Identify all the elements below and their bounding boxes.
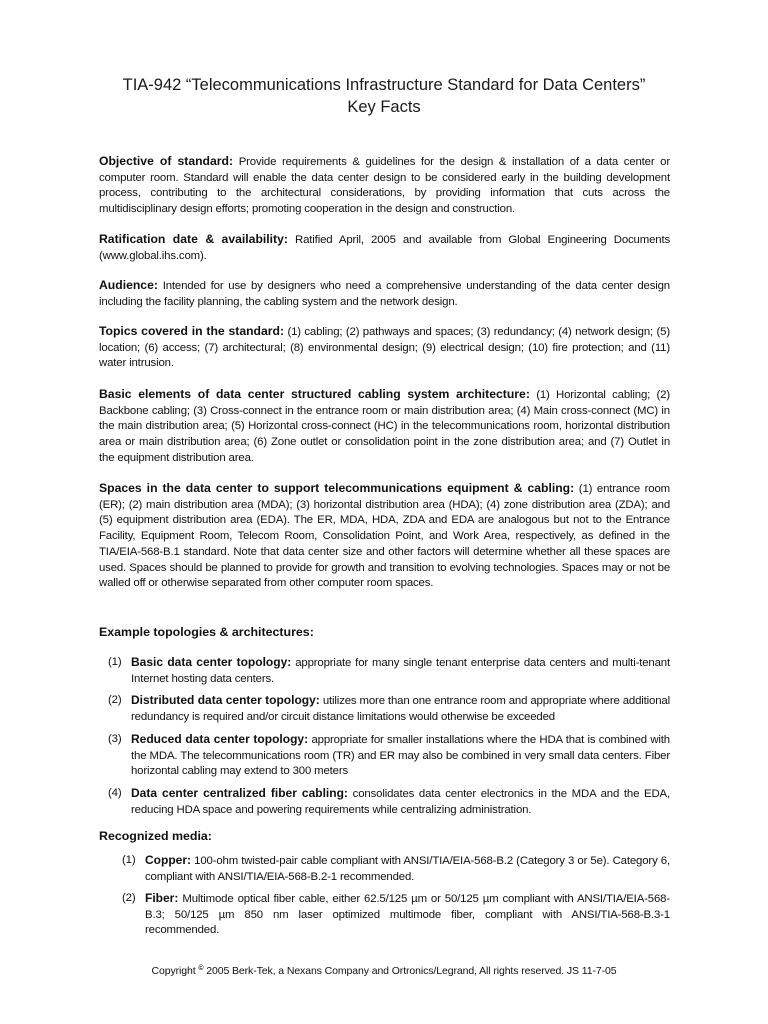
title-line-1: TIA-942 “Telecommunications Infrastructure Standard for Data Centers” (122, 76, 646, 94)
topics-paragraph (99, 324, 670, 372)
objective-label: Objective of standard: (99, 154, 234, 168)
objective-paragraph (99, 154, 670, 218)
media-item (122, 891, 670, 939)
ratification-text: Ratified April, 2005 and available from Global Engineering Documents (www.global.ihs.com). (99, 234, 671, 262)
item-label: Copper: (145, 853, 191, 867)
item-label: Fiber: (145, 891, 179, 905)
item-number: (1) (122, 854, 136, 866)
copyright-icon: © (198, 965, 204, 972)
objective-text: Provide requirements & guidelines for the design & installation of a data center or computer room. Standard will enable the data center design to be considered early in the building development process, contributing to the architectural considerations, by providing information that cuts across the multidisciplinary design efforts; promoting cooperation in the design and construction. (99, 156, 670, 216)
item-label: Reduced data center topology: (131, 732, 309, 746)
footer-prefix: Copyright (151, 965, 199, 977)
topology-item (108, 786, 670, 818)
item-text: appropriate for many single tenant enterprise data centers and multi-tenant Internet hosting data centers. (131, 657, 670, 685)
footer-text: 2005 Berk-Tek, a Nexans Company and Ortronics/Legrand, All rights reserved. JS 11-7-05 (203, 965, 617, 977)
topologies-heading: Example topologies & architectures: (99, 625, 314, 639)
topology-item (108, 732, 670, 780)
document-title (0, 74, 768, 118)
topology-item (108, 693, 670, 725)
item-number: (2) (108, 694, 122, 706)
basic-elements-text: (1) Horizontal cabling; (2) Backbone cabling; (3) Cross-connect in the entrance room or main distribution area; (4) Main cross-connect (MC) in the main distribution area; (5) Horizontal cross-connect (HC) in the telecommunications room, horizontal distribution area or main distribution area; (6) Zone outlet or consolidation point in the zone distribution area; and (7) Outlet in the equipment distribution area. (99, 389, 670, 464)
item-number: (3) (108, 733, 122, 745)
spaces-text: (1) entrance room (ER); (2) main distribution area (MDA); (3) horizontal distribution area (HDA); (4) zone distribution area (ZDA); and (5) equipment distribution area (EDA). The ER, MDA, HDA, ZDA and EDA are analogous but not to the Entrance Facility, Equipment Room, Telecom Room, Consolidation Point, and Work Area, respectively, as defined in the TIA/EIA-568-B.1 standard. Note that data center size and other factors will determine whether all these spaces are used. Spaces should be planned to provide for growth and transition to evolving technologies. Spaces may or not be walled off or otherwise separated from other computer room spaces. (99, 483, 670, 590)
item-text: consolidates data center electronics in the MDA and the EDA, reducing HDA space and powering requirements while centralizing administration. (131, 788, 671, 816)
item-number: (1) (108, 656, 122, 668)
basic-elements-paragraph (99, 387, 670, 467)
topology-item (108, 655, 670, 687)
item-label: Distributed data center topology: (131, 693, 320, 707)
topics-text: (1) cabling; (2) pathways and spaces; (3) redundancy; (4) network design; (5) location; (6) access; (7) architectural; (8) environmental design; (9) electrical design; (10) fire protection; and (11) water intrusion. (99, 326, 670, 370)
item-label: Basic data center topology: (131, 655, 292, 669)
title-line-2: Key Facts (347, 98, 421, 116)
item-text: Multimode optical fiber cable, either 62.5/125 µm or 50/125 µm compliant with ANSI/TIA/EIA-568-B.3; 50/125 µm 850 nm laser optimized multimode fiber, compliant with ANSI/TIA-568-B.3-1 recommended. (145, 893, 670, 937)
audience-paragraph (99, 278, 670, 310)
ratification-paragraph (99, 232, 670, 264)
topics-label: Topics covered in the standard: (99, 324, 285, 338)
item-label: Data center centralized fiber cabling: (131, 786, 348, 800)
basic-elements-label: Basic elements of data center structured cabling system architecture: (99, 387, 530, 401)
audience-text: Intended for use by designers who need a comprehensive understanding of the data center design including the facility planning, the cabling system and the network design. (99, 280, 670, 308)
media-item (122, 853, 670, 885)
item-number: (2) (122, 892, 136, 904)
item-text: utilizes more than one entrance room and appropriate where additional redundancy is required and/or circuit distance limitations would otherwise be exceeded (131, 695, 670, 723)
item-text: 100-ohm twisted-pair cable compliant with ANSI/TIA/EIA-568-B.2 (Category 3 or 5e). Category 6, compliant with ANSI/TIA/EIA-568-B.2-1 recommended. (145, 855, 670, 883)
spaces-paragraph (99, 481, 670, 592)
ratification-label: Ratification date & availability: (99, 232, 288, 246)
item-text: appropriate for smaller installations where the HDA that is combined with the MDA. The telecommunications room (TR) and ER may also be combined in very small data centers. Fiber horizontal cabling may extend to 300 meters (131, 734, 670, 778)
item-number: (4) (108, 787, 122, 799)
media-heading: Recognized media: (99, 829, 212, 843)
audience-label: Audience: (99, 278, 158, 292)
copyright-footer (0, 962, 768, 978)
spaces-label: Spaces in the data center to support telecommunications equipment & cabling: (99, 481, 575, 495)
